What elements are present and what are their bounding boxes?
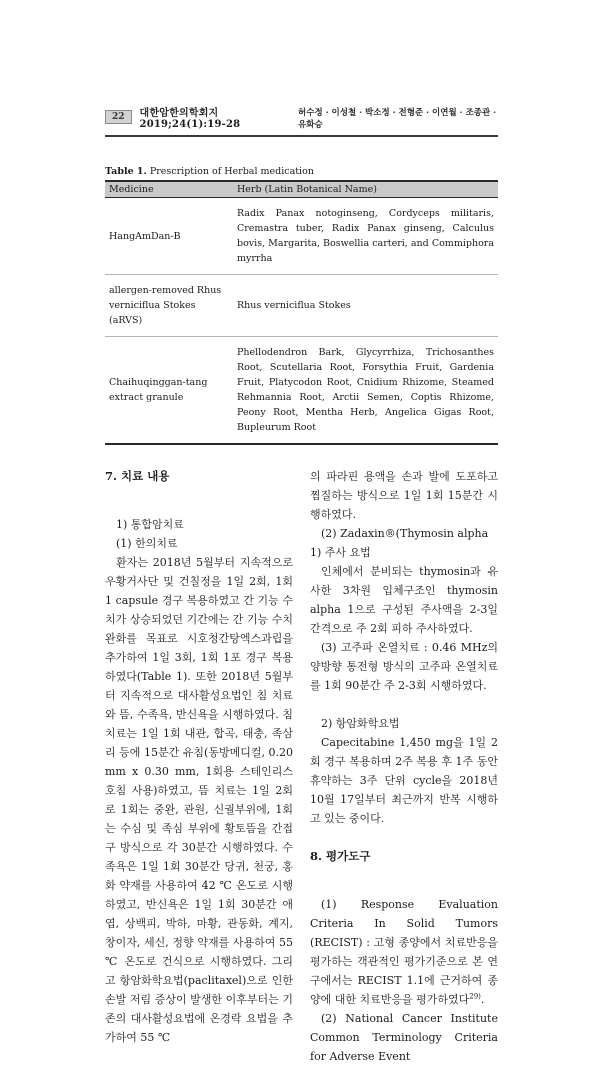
section-heading-treatment: 7. 치료 내용 (105, 469, 170, 483)
page-content (105, 104, 498, 1066)
page-number: 22 (105, 110, 132, 124)
recist-text: (1) Response Evaluation Criteria In Solid Tumors (RECIST) : 고형 종양에서 치료반응을 평가하는 객관적인 평가기준으로 본 연구에서는 RECIST 1.1에 근거하여 종양에 대한 치료반응을 평가하였다 (310, 898, 498, 1006)
section-heading-evaluation-tools: 8. 평가도구 (310, 849, 371, 863)
medicine-cell: allergen-removed Rhus verniciflua Stokes (aRVS) (109, 285, 222, 326)
running-head (105, 104, 498, 137)
spacer (310, 828, 498, 847)
right-column (310, 467, 498, 1066)
paragraph-treatment-detail-continued: 의 파라핀 용액을 손과 발에 도포하고 찜질하는 방식으로 1일 1회 15분간 시행하였다. (310, 470, 498, 521)
journal-title: 대한암한의학회지 2019;24(1):19-28 (139, 108, 241, 130)
body-columns (105, 467, 498, 1066)
spacer (105, 486, 293, 515)
column-header-medicine: Medicine (105, 181, 233, 198)
paragraph-recist (310, 895, 498, 1009)
spacer (310, 695, 498, 714)
spacer (310, 866, 498, 895)
table-row (105, 275, 498, 337)
table-caption-label: Table 1. (105, 166, 147, 177)
left-column (105, 467, 293, 1066)
paragraph-thymosin: 인체에서 분비되는 thymosin과 유사한 3차원 입체구조인 thymosin alpha 1으로 구성된 주사액을 2-3일 간격으로 주 2회 피하 주사하였다. (310, 565, 498, 635)
medicine-cell: HangAmDan-B (109, 230, 181, 242)
item-hyperthermia: (3) 고주파 온열치료 : 0.46 MHz의 양방향 통전형 방식의 고주파 온열치료를 1회 90분간 주 2-3회 시행하였다. (310, 641, 498, 692)
table-header (105, 181, 498, 198)
subsection-integrative-cancer-treatment: 1) 통합암치료 (116, 518, 184, 531)
herb-cell: Rhus verniciflua Stokes (237, 300, 351, 311)
table-caption (105, 166, 498, 177)
reference-mark: 29) (469, 992, 481, 1001)
table-row (105, 198, 498, 275)
item-zadaxin-injection: (2) Zadaxin®(Thymosin alpha 1) 주사 요법 (310, 527, 489, 559)
column-header-herb: Herb (Latin Botanical Name) (233, 181, 498, 198)
authors: 허수정 · 이성철 · 박소정 · 전형준 · 이연월 · 조종관 · 유화승 (298, 108, 497, 130)
medicine-cell: Chaihuqinggan-tang extract granule (109, 377, 208, 403)
table-caption-text: Prescription of Herbal medication (149, 166, 314, 177)
herbal-medication-table (105, 180, 498, 445)
table-row (105, 337, 498, 445)
subsection-korean-medicine-treatment: (1) 한의치료 (116, 537, 178, 550)
herb-cell: Radix Panax notoginseng, Cordyceps militaris, Cremastra tuber, Radix Panax ginseng, Calculus bovis, Margarita, Boswellia carteri, and Commiphora myrrha (237, 208, 494, 264)
herb-cell: Phellodendron Bark, Glycyrrhiza, Trichosanthes Root, Scutellaria Root, Forsythia Fruit, Gardenia Fruit, Platycodon Root, Cnidium Rhizome, Steamed Rehmannia Root, Arctii Semen, Coptis Rhizome, Peony Root, Mentha Herb, Angelica Gigas Root, Bupleurum Root (237, 347, 494, 433)
table-1-block (105, 166, 498, 445)
recist-period: . (480, 993, 485, 1006)
paragraph-treatment-detail: 환자는 2018년 5월부터 지속적으로 우황거사단 및 건칠정을 1일 2회, 1회 1 capsule 경구 복용하였고 간 기능 수치가 상승되었던 기간에는 간 기능 수치 완화를 목표로 시호청간탕엑스과립을 추가하여 1일 3회, 1회 1포 경구 복용하였다(Table 1). 또한 2018년 5월부터 지속적으로 대사활성요법인 침 치료와 뜸, 수족욕, 반신욕을 시행하였다. 침 치료는 1일 1회 내관, 합곡, 태충, 족삼리 등에 15분간 유침(동방메디컬, 0.20 mm x 0.30 mm, 1회용 스테인리스 호침 사용)하였고, 뜸 치료는 1일 2회로 1회는 중완, 관원, 신궐부위에, 1회는 수심 및 족심 부위에 황토뜸을 간접구 방식으로 각 30분간 시행하였다. 수족욕은 1일 1회 30분간 당귀, 천궁, 홍화 약재를 사용하여 42 ℃ 온도로 시행하였고, 반신욕은 1일 1회 30분간 애엽, 상백피, 박하, 마황, 관동화, 계지, 창이자, 세신, 정향 약재를 사용하여 55 ℃ 온도로 건식으로 시행하였다. 그리고 항암화학요법(paclitaxel)으로 인한 손발 저림 증상이 발생한 이후부터는 기존의 대사활성요법에 온경락 요법을 추가하여 55 ℃ (105, 556, 293, 1044)
paragraph-capecitabine: Capecitabine 1,450 mg을 1일 2회 경구 복용하며 2주 복용 후 1주 동안 휴약하는 3주 단위 cycle을 2018년 10월 17일부터 최근까지 반복 시행하고 있는 중이다. (310, 736, 498, 825)
running-head-left (105, 104, 298, 130)
subsection-chemotherapy: 2) 항암화학요법 (321, 717, 400, 730)
paragraph-nci-ctcae: (2) National Cancer Institute Common Terminology Criteria for Adverse Event (310, 1012, 498, 1063)
